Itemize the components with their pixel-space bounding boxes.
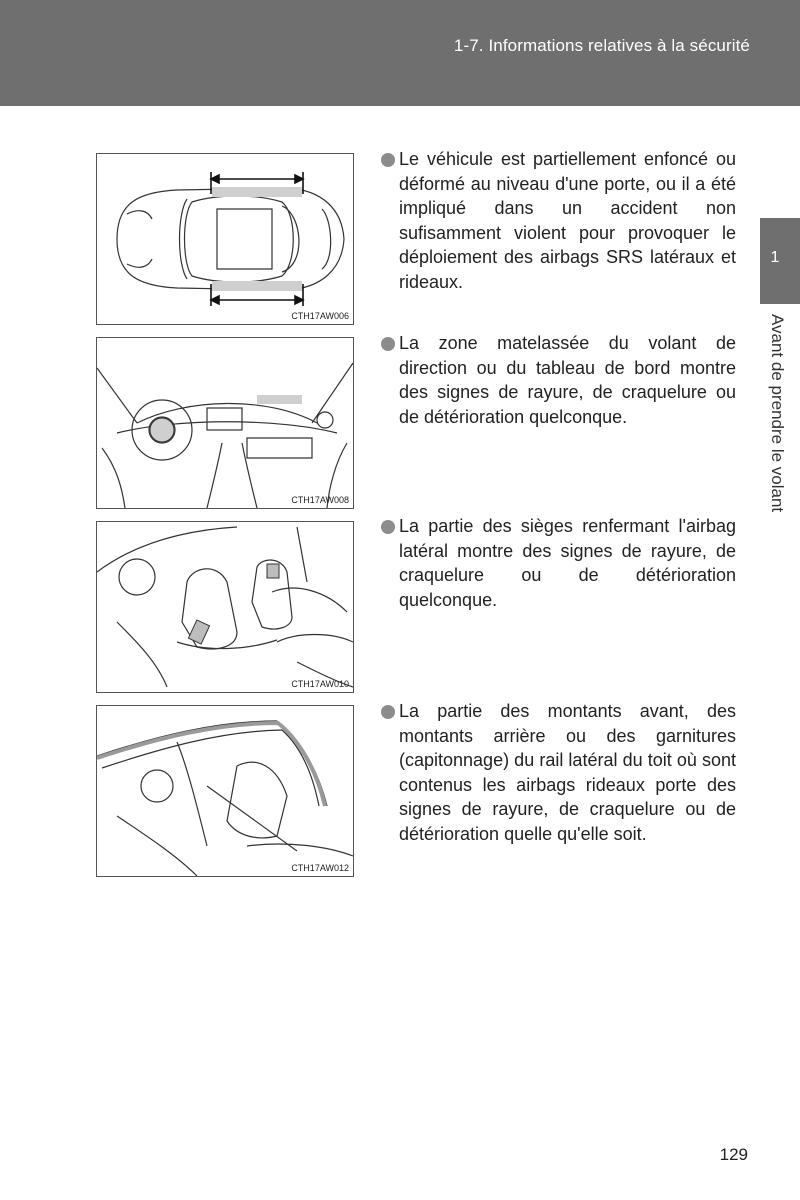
pillars-roof-illustration (97, 706, 353, 876)
car-top-view-illustration (97, 154, 353, 324)
page-header (0, 0, 800, 106)
figure-seats (96, 521, 354, 693)
figure-code: CTH17AW006 (291, 311, 349, 321)
dashboard-illustration (97, 338, 353, 508)
bullet-dot-icon (381, 705, 395, 719)
bullet-item (381, 331, 736, 429)
figure-code: CTH17AW008 (291, 495, 349, 505)
bullet-dot-icon (381, 520, 395, 534)
chapter-title: Avant de prendre le volant (768, 314, 787, 513)
figure-pillars (96, 705, 354, 877)
page-number: 129 (719, 1145, 748, 1164)
bullet-item (381, 699, 736, 846)
bullet-text: Le véhicule est partiellement enfoncé ou déformé au niveau d'une porte, ou il a été impliqué dans un accident non sufisamment violent pour provoquer le déploiement des airbags SRS latéraux et rideaux. (399, 149, 736, 292)
figure-code: CTH17AW012 (291, 863, 349, 873)
bullet-item (381, 147, 736, 294)
section-title: 1-7. Informations relatives à la sécurité (453, 36, 750, 55)
chapter-tab (760, 218, 800, 304)
figure-code: CTH17AW010 (291, 679, 349, 689)
figure-car-top-view (96, 153, 354, 325)
bullet-item (381, 514, 736, 612)
seats-illustration (97, 522, 353, 692)
bullet-text: La partie des sièges renfermant l'airbag latéral montre des signes de rayure, de craquelure ou de détérioration quelconque. (399, 516, 736, 610)
bullet-dot-icon (381, 337, 395, 351)
bullet-text: La partie des montants avant, des montants arrière ou des garnitures (capitonnage) du rail latéral du toit où sont contenus les airbags rideaux porte des signes de rayure, de craquelure ou de détérioration quelle qu'elle soit. (399, 701, 736, 844)
bullet-text: La zone matelassée du volant de direction ou du tableau de bord montre des signes de rayure, de craquelure ou de détérioration quelconque. (399, 333, 736, 427)
chapter-number: 1 (770, 249, 780, 266)
bullet-dot-icon (381, 153, 395, 167)
figure-dashboard (96, 337, 354, 509)
